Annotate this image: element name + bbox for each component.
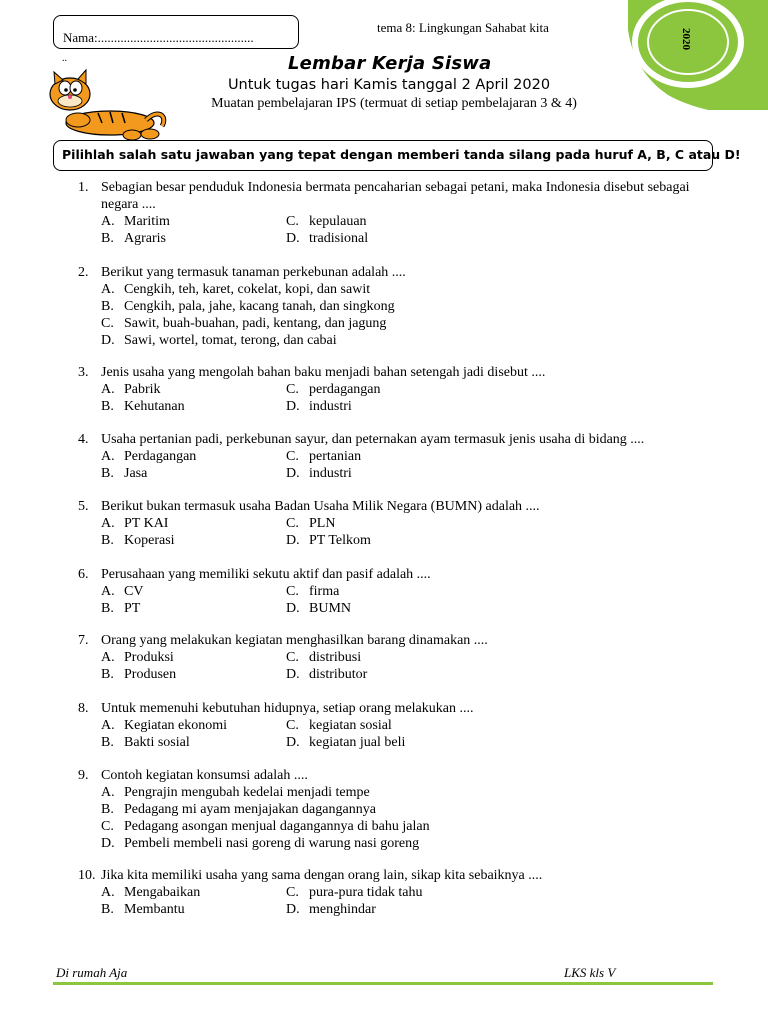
question-7 <box>78 632 718 683</box>
question-text: Perusahaan yang memiliki sekutu aktif dan pasif adalah .... <box>101 567 431 582</box>
option-a[interactable]: A. CV <box>101 584 144 599</box>
worksheet-subject: Muatan pembelajaran IPS (termuat di setiap pembelajaran 3 & 4) <box>211 96 577 111</box>
option-a[interactable]: A. Kegiatan ekonomi <box>101 718 228 733</box>
option-b[interactable]: B. Agraris <box>101 231 166 246</box>
option-a[interactable]: A. Pengrajin mengubah kedelai menjadi tempe <box>101 785 370 800</box>
question-2 <box>78 264 718 349</box>
option-b[interactable]: B. Jasa <box>101 466 148 481</box>
worksheet-title: Lembar Kerja Siswa <box>288 53 492 74</box>
option-d[interactable]: D. menghindar <box>286 902 376 917</box>
option-c[interactable]: C. Pedagang asongan menjual dagangannya di bahu jalan <box>101 819 430 834</box>
option-b[interactable]: B. Cengkih, pala, jahe, kacang tanah, dan singkong <box>101 299 395 314</box>
question-number: 6. <box>78 567 89 582</box>
question-number: 2. <box>78 265 89 280</box>
question-text: Berikut bukan termasuk usaha Badan Usaha Milik Negara (BUMN) adalah .... <box>101 499 540 514</box>
option-c[interactable]: C. firma <box>286 584 340 599</box>
instruction-text: Pilihlah salah satu jawaban yang tepat dengan memberi tanda silang pada huruf A, B, C atau D! <box>62 147 741 162</box>
option-b[interactable]: B. Kehutanan <box>101 399 185 414</box>
question-text: Orang yang melakukan kegiatan menghasilkan barang dinamakan .... <box>101 633 488 648</box>
question-text: Usaha pertanian padi, perkebunan sayur, dan peternakan ayam termasuk jenis usaha di bidang .... <box>101 432 645 447</box>
question-10 <box>78 867 718 918</box>
option-b[interactable]: B. PT <box>101 601 141 616</box>
option-a[interactable]: A. Cengkih, teh, karet, cokelat, kopi, dan sawit <box>101 282 371 297</box>
question-number: 8. <box>78 701 89 716</box>
question-3 <box>78 364 718 415</box>
option-d[interactable]: D. industri <box>286 466 352 481</box>
option-c[interactable]: C. pertanian <box>286 449 362 464</box>
option-d[interactable]: D. industri <box>286 399 352 414</box>
name-field-label: Nama:................................................ <box>63 30 254 45</box>
question-number: 7. <box>78 633 89 648</box>
option-c[interactable]: C. perdagangan <box>286 382 381 397</box>
question-9 <box>78 767 718 852</box>
question-6 <box>78 566 718 617</box>
option-c[interactable]: C. distribusi <box>286 650 362 665</box>
question-number: 9. <box>78 768 89 783</box>
option-a[interactable]: A. PT KAI <box>101 516 169 531</box>
question-5 <box>78 498 718 549</box>
question-text: Contoh kegiatan konsumsi adalah .... <box>101 768 308 783</box>
option-c[interactable]: C. kepulauan <box>286 214 367 229</box>
option-d[interactable]: D. kegiatan jual beli <box>286 735 406 750</box>
option-b[interactable]: B. Pedagang mi ayam menjajakan dagangannya <box>101 802 376 817</box>
option-d[interactable]: D. tradisional <box>286 231 369 246</box>
option-d[interactable]: D. Pembeli membeli nasi goreng di warung nasi goreng <box>101 836 420 851</box>
question-1 <box>78 179 718 247</box>
footer-divider <box>53 982 713 985</box>
option-c[interactable]: C. kegiatan sosial <box>286 718 392 733</box>
option-c[interactable]: C. pura-pura tidak tahu <box>286 885 423 900</box>
option-a[interactable]: A. Produksi <box>101 650 174 665</box>
option-b[interactable]: B. Bakti sosial <box>101 735 190 750</box>
question-text: Untuk memenuhi kebutuhan hidupnya, setiap orang melakukan .... <box>101 701 474 716</box>
option-d[interactable]: D. Sawi, wortel, tomat, terong, dan cabai <box>101 333 337 348</box>
question-text: Berikut yang termasuk tanaman perkebunan adalah .... <box>101 265 406 280</box>
option-c[interactable]: C. PLN <box>286 516 336 531</box>
option-b[interactable]: B. Membantu <box>101 902 185 917</box>
year-badge-decoration <box>628 0 768 110</box>
year-badge-text: 2020 <box>680 28 692 50</box>
question-number: 5. <box>78 499 89 514</box>
worksheet-date: Untuk tugas hari Kamis tanggal 2 April 2020 <box>227 77 551 93</box>
question-number: 10. <box>78 868 96 883</box>
footer-left-text: Di rumah Aja <box>56 965 128 980</box>
option-a[interactable]: A. Maritim <box>101 214 170 229</box>
theme-label: tema 8: Lingkungan Sahabat kita <box>377 20 549 35</box>
question-8 <box>78 700 718 751</box>
question-number: 3. <box>78 365 89 380</box>
footer-right-text: LKS kls V <box>564 965 616 980</box>
option-d[interactable]: D. PT Telkom <box>286 533 371 548</box>
question-text: Jenis usaha yang mengolah bahan baku menjadi bahan setengah jadi disebut .... <box>101 365 546 380</box>
option-c[interactable]: C. Sawit, buah-buahan, padi, kentang, dan jagung <box>101 316 387 331</box>
question-number: 1. <box>78 180 89 195</box>
option-b[interactable]: B. Koperasi <box>101 533 175 548</box>
option-b[interactable]: B. Produsen <box>101 667 177 682</box>
question-number: 4. <box>78 432 89 447</box>
option-d[interactable]: D. distributor <box>286 667 368 682</box>
question-text: Sebagian besar penduduk Indonesia bermata pencaharian sebagai petani, maka Indonesia disebut sebagai negara .... <box>101 180 690 212</box>
stray-dots: .. <box>62 53 67 64</box>
option-d[interactable]: D. BUMN <box>286 601 352 616</box>
question-text: Jika kita memiliki usaha yang sama dengan orang lain, sikap kita sebaiknya .... <box>101 868 543 883</box>
option-a[interactable]: A. Mengabaikan <box>101 885 201 900</box>
option-a[interactable]: A. Perdagangan <box>101 449 197 464</box>
question-4 <box>78 431 718 482</box>
option-a[interactable]: A. Pabrik <box>101 382 161 397</box>
